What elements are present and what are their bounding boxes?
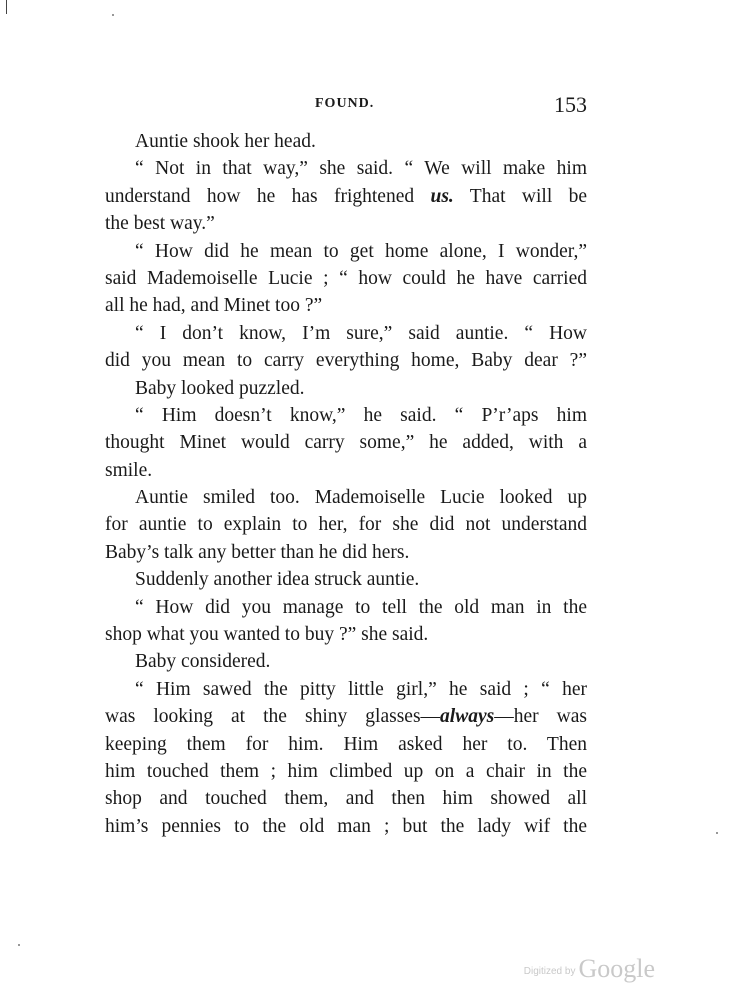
- text-run: keeping them for him. Him asked her to. Then: [105, 733, 587, 755]
- text-run: —her was: [494, 706, 587, 728]
- text-run: the best way.”: [105, 213, 215, 235]
- text-line: [105, 375, 587, 402]
- scan-speck: [112, 14, 114, 16]
- text-run: understand how he has frightened: [105, 185, 431, 207]
- text-run: was looking at the shiny glasses—: [105, 706, 441, 728]
- text-run: Baby considered.: [135, 651, 271, 673]
- text-run: “ How did you manage to tell the old man in the: [135, 596, 587, 618]
- text-run: for auntie to explain to her, for she did not understand: [105, 514, 587, 536]
- text-line: [105, 594, 587, 621]
- text-line: [105, 566, 587, 593]
- emphasis: us.: [430, 185, 454, 207]
- text-run: did you mean to carry everything home, Baby dear ?”: [105, 350, 587, 372]
- text-line: [105, 648, 587, 675]
- scan-speck: [716, 832, 718, 834]
- text-line: [105, 621, 587, 648]
- text-run: “ Him sawed the pitty little girl,” he said ; “ her: [135, 678, 587, 700]
- text-line: [105, 703, 587, 730]
- text-line: [105, 484, 587, 511]
- text-run: Baby’s talk any better than he did hers.: [105, 541, 410, 563]
- text-line: [105, 320, 587, 347]
- text-line: [105, 210, 587, 237]
- text-line: [105, 457, 587, 484]
- emphasis: always: [440, 706, 495, 728]
- text-line: [105, 785, 587, 812]
- text-line: [105, 539, 587, 566]
- text-run: him’s pennies to the old man ; but the lady wif the: [105, 815, 587, 837]
- text-line: [105, 238, 587, 265]
- text-line: [105, 813, 587, 840]
- page-number: 153: [554, 92, 587, 117]
- text-run: said Mademoiselle Lucie ; “ how could he have carried: [105, 267, 587, 289]
- text-run: Baby looked puzzled.: [135, 377, 305, 399]
- text-run: “ How did he mean to get home alone, I wonder,”: [135, 240, 587, 262]
- text-line: [105, 511, 587, 538]
- text-run: all he had, and Minet too ?”: [105, 295, 323, 317]
- text-run: Suddenly another idea struck auntie.: [135, 569, 420, 591]
- text-run: smile.: [105, 459, 153, 481]
- text-run: That will be: [453, 185, 587, 207]
- chapter-title: FOUND.: [315, 96, 375, 111]
- text-line: [105, 155, 587, 182]
- text-line: [105, 347, 587, 374]
- page-edge-mark: [6, 0, 7, 14]
- body-text: [105, 128, 587, 840]
- watermark-prefix: Digitized by: [523, 966, 576, 977]
- text-line: [105, 402, 587, 429]
- text-line: [105, 731, 587, 758]
- text-line: [105, 676, 587, 703]
- text-run: “ I don’t know, I’m sure,” said auntie. “ How: [135, 322, 587, 344]
- text-line: [105, 429, 587, 456]
- text-run: “ Not in that way,” she said. “ We will make him: [135, 158, 587, 180]
- text-line: [105, 128, 587, 155]
- scan-speck: [18, 944, 20, 946]
- text-run: shop what you wanted to buy ?” she said.: [105, 624, 429, 646]
- running-head: [105, 92, 587, 122]
- text-run: “ Him doesn’t know,” he said. “ P’r’aps him: [135, 404, 587, 426]
- google-logo: Google: [578, 954, 655, 983]
- text-run: shop and touched them, and then him showed all: [105, 788, 587, 810]
- text-line: [105, 265, 587, 292]
- text-run: thought Minet would carry some,” he added, with a: [105, 432, 587, 454]
- text-run: Auntie smiled too. Mademoiselle Lucie looked up: [135, 487, 587, 509]
- text-line: [105, 183, 587, 210]
- digitized-by-google-watermark: [524, 952, 655, 982]
- text-run: Auntie shook her head.: [135, 131, 316, 152]
- text-line: [105, 758, 587, 785]
- text-line: [105, 292, 587, 319]
- text-run: him touched them ; him climbed up on a chair in the: [105, 760, 587, 782]
